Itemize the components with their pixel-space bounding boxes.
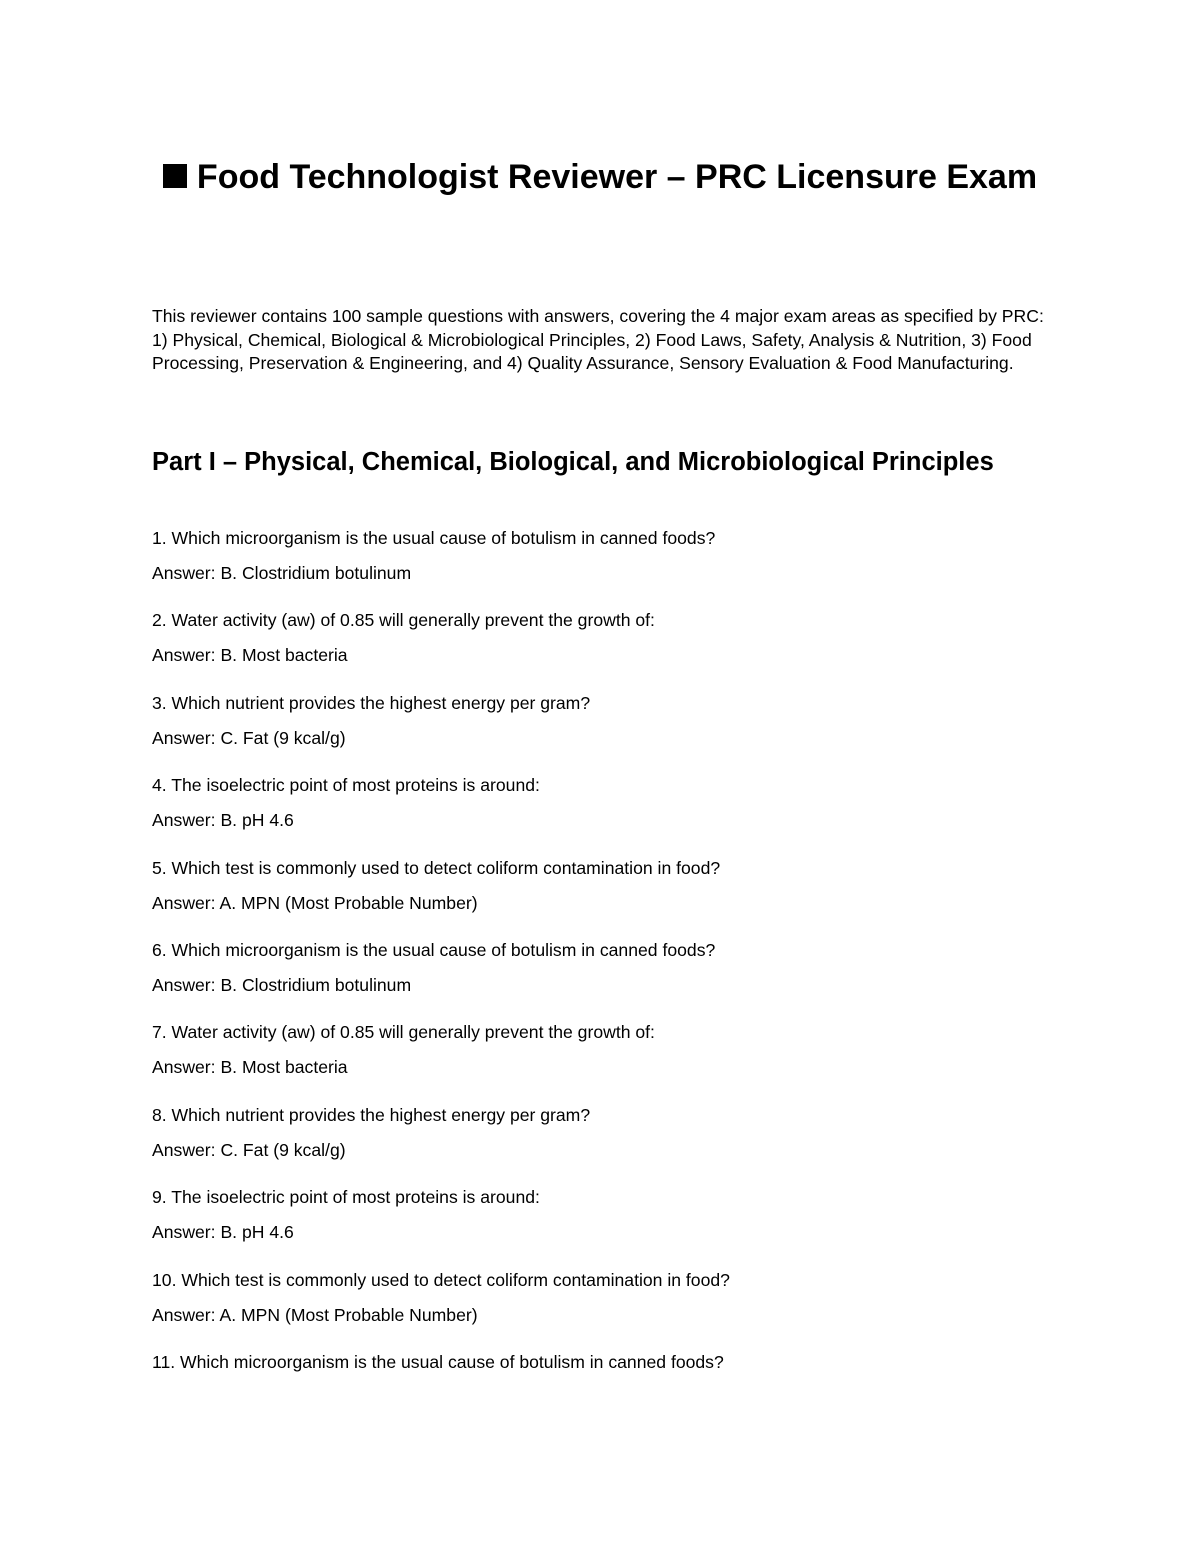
answer-text: Answer: C. Fat (9 kcal/g) bbox=[152, 727, 346, 748]
question-text: 5. Which test is commonly used to detect coliform contamination in food? bbox=[152, 857, 721, 878]
answer-text: Answer: C. Fat (9 kcal/g) bbox=[152, 1139, 346, 1160]
question-text: 4. The isoelectric point of most proteins is around: bbox=[152, 775, 540, 796]
intro-paragraph: This reviewer contains 100 sample questions with answers, covering the 4 major exam areas as specified by PRC: 1) Physical, Chemical, Biological & Microbiological Principles, 2) Food Laws, Safety, Analysis & Nutrition, 3) Food Processing, Preservation & Engineering, and 4) Quality Assurance, Sensory Evaluation & Food Manufacturing. bbox=[152, 306, 1044, 373]
question-text: 7. Water activity (aw) of 0.85 will generally prevent the growth of: bbox=[152, 1022, 655, 1043]
question-item bbox=[152, 938, 1052, 1020]
answer-text: Answer: A. MPN (Most Probable Number) bbox=[152, 892, 478, 913]
answer-text: Answer: B. Clostridium botulinum bbox=[152, 563, 412, 583]
question-item bbox=[152, 1185, 1052, 1267]
question-item bbox=[152, 856, 1052, 938]
question-text: 10. Which test is commonly used to detect coliform contamination in food? bbox=[152, 1269, 730, 1290]
part-heading: Part I – Physical, Chemical, Biological, and Microbiological Principles bbox=[152, 448, 994, 476]
question-list bbox=[152, 526, 1052, 1432]
question-item bbox=[152, 1020, 1052, 1102]
question-item bbox=[152, 526, 1052, 608]
answer-text: Answer: B. Most bacteria bbox=[152, 645, 348, 666]
question-item bbox=[152, 1268, 1052, 1350]
question-item bbox=[152, 608, 1052, 690]
answer-text: Answer: A. MPN (Most Probable Number) bbox=[152, 1304, 478, 1325]
question-text: 1. Which microorganism is the usual cause of botulism in canned foods? bbox=[152, 528, 716, 548]
answer-text: Answer: B. pH 4.6 bbox=[152, 810, 294, 831]
question-text: 3. Which nutrient provides the highest energy per gram? bbox=[152, 692, 591, 713]
question-item bbox=[152, 1350, 1052, 1432]
black-square-icon bbox=[163, 164, 187, 188]
question-text: 6. Which microorganism is the usual cause of botulism in canned foods? bbox=[152, 939, 716, 960]
document-title bbox=[120, 156, 1080, 198]
document-title-text: Food Technologist Reviewer – PRC Licensure Exam bbox=[196, 158, 1038, 196]
question-item bbox=[152, 1103, 1052, 1185]
question-item bbox=[152, 773, 1052, 855]
answer-text: Answer: B. Clostridium botulinum bbox=[152, 974, 412, 995]
answer-text: Answer: B. Most bacteria bbox=[152, 1057, 348, 1078]
question-item bbox=[152, 691, 1052, 773]
answer-text: Answer: B. pH 4.6 bbox=[152, 1222, 294, 1243]
question-text: 8. Which nutrient provides the highest energy per gram? bbox=[152, 1104, 591, 1125]
question-text: 11. Which microorganism is the usual cause of botulism in canned foods? bbox=[152, 1351, 724, 1372]
question-text: 2. Water activity (aw) of 0.85 will generally prevent the growth of: bbox=[152, 610, 655, 631]
question-text: 9. The isoelectric point of most proteins is around: bbox=[152, 1187, 540, 1208]
